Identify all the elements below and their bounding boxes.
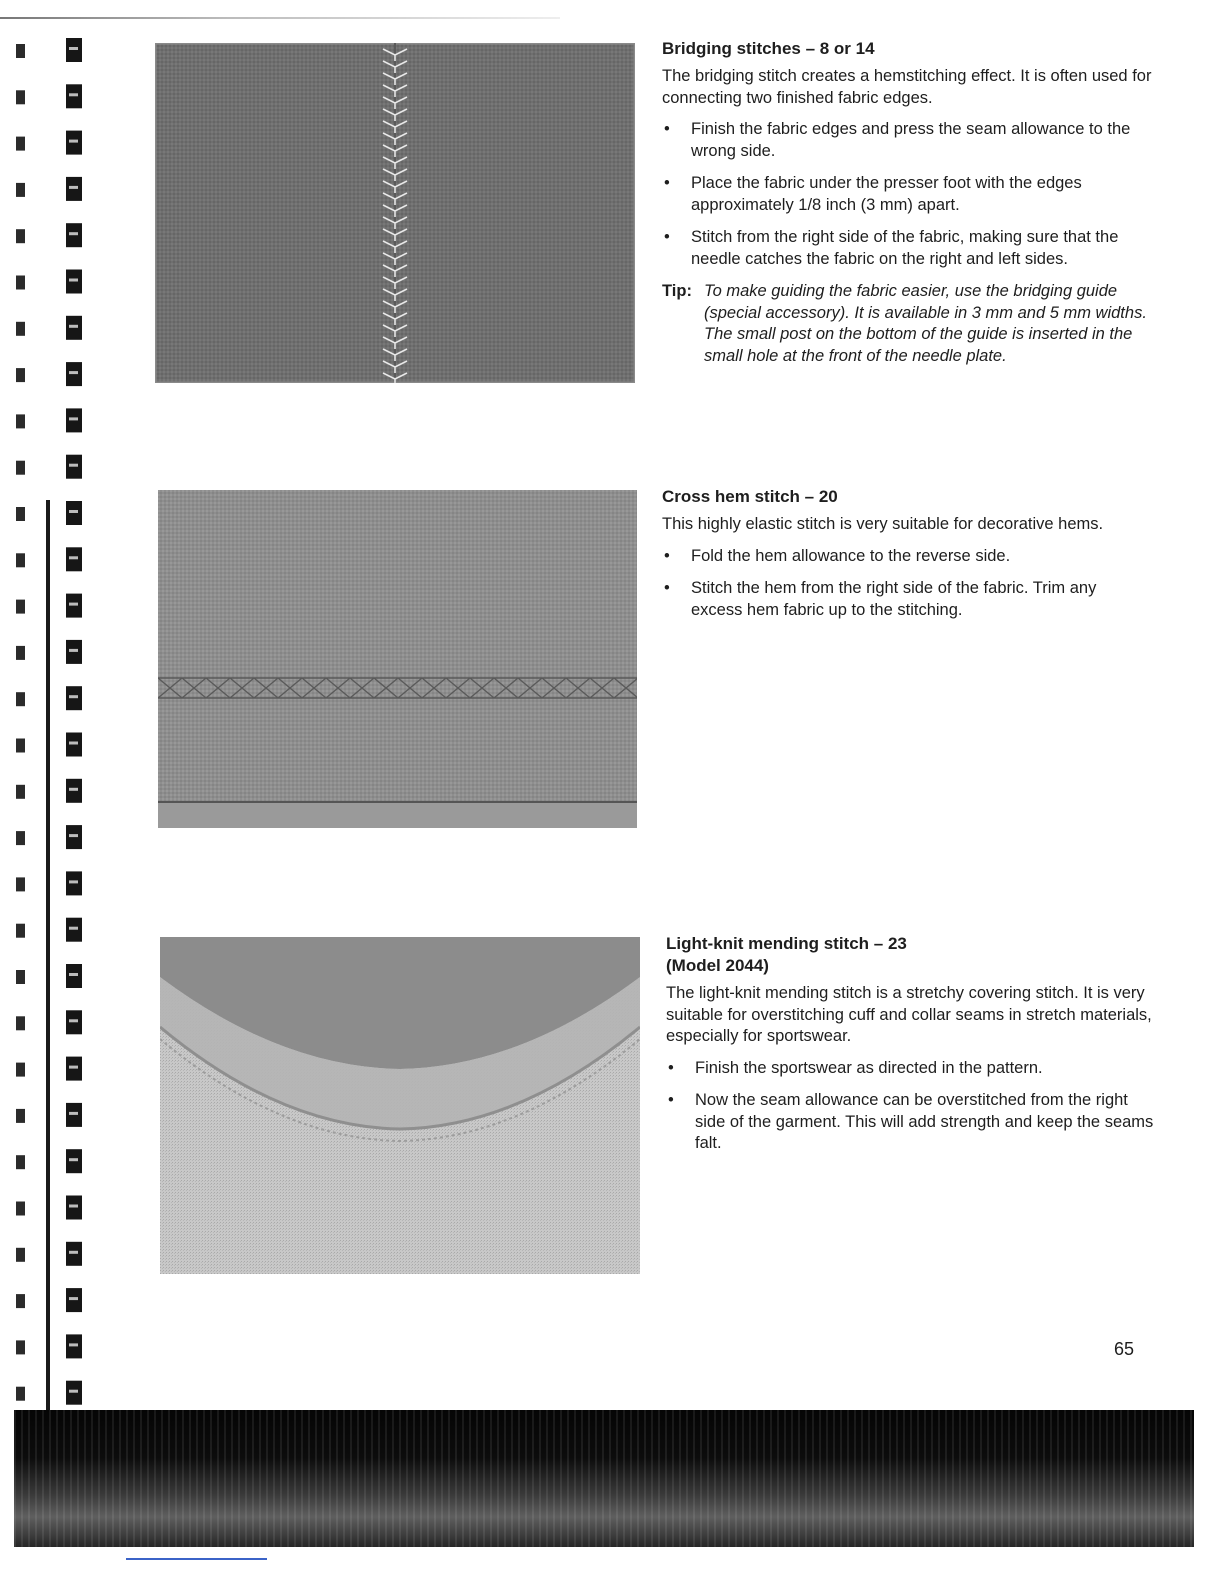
section-intro: The light-knit mending stitch is a stretchy covering stitch. It is very suitable for overstitching cuff and collar seams in stretch materials, especially for sportswear. [666, 984, 1152, 1045]
list-item [662, 119, 1152, 162]
binding-coil [16, 38, 82, 62]
binding-coil [16, 316, 82, 340]
binding-coil [16, 270, 82, 294]
binding-coils [0, 0, 100, 1420]
tip-text: To make guiding the fabric easier, use the bridging guide (special accessory). It is available in 3 mm and 5 mm widths. The small post on the bottom of the guide is inserted in the small hole at the front of the needle plate. [704, 282, 1147, 365]
section-intro: This highly elastic stitch is very suitable for decorative hems. [662, 515, 1104, 533]
instruction-list [662, 119, 1152, 270]
bullet: • [664, 120, 670, 138]
light-knit-stitch-photo [160, 937, 640, 1274]
tip-note [662, 281, 1152, 367]
list-item-text: Finish the sportswear as directed in the pattern. [695, 1058, 1043, 1077]
spiral-binding [0, 0, 100, 1420]
light-knit-mending-section [666, 933, 1156, 1166]
binding-coil [16, 408, 82, 432]
list-item-text: Stitch the hem from the right side of the fabric. Trim any excess hem fabric up to the stitching. [691, 579, 1097, 619]
list-item [662, 546, 1152, 568]
bullet: • [668, 1091, 674, 1109]
list-item [666, 1058, 1156, 1080]
list-item [662, 227, 1152, 270]
section-title: Bridging stitches – 8 or 14 [662, 39, 875, 58]
binding-coil [16, 223, 82, 247]
instruction-list [666, 1058, 1156, 1155]
list-item-text: Now the seam allowance can be overstitched from the right side of the garment. This will add strength and keep the seams falt. [695, 1091, 1154, 1152]
bridging-stitches-section [662, 38, 1152, 367]
bullet: • [664, 174, 670, 192]
bullet: • [664, 579, 670, 597]
binding-coil [16, 362, 82, 386]
binding-coil [16, 455, 82, 479]
bullet: • [668, 1058, 674, 1077]
list-item-text: Fold the hem allowance to the reverse side. [691, 546, 1011, 565]
list-item [662, 173, 1152, 216]
list-item [662, 578, 1152, 621]
instruction-list [662, 546, 1152, 622]
bullet: • [664, 228, 670, 246]
binding-spine [46, 500, 50, 1420]
binding-coil [16, 131, 82, 155]
section-title: Cross hem stitch – 20 [662, 487, 838, 506]
scan-footer-band [14, 1410, 1194, 1547]
page-number: 65 [1114, 1339, 1135, 1359]
bullet: • [664, 546, 670, 565]
section-title-model: (Model 2044) [666, 956, 769, 975]
bridging-stitch-photo [155, 43, 635, 383]
section-title [666, 933, 1156, 977]
list-item-text: Finish the fabric edges and press the seam allowance to the wrong side. [691, 120, 1131, 160]
cross-hem-stitch-section [662, 486, 1152, 632]
section-title-line: Light-knit mending stitch – 23 [666, 934, 907, 953]
binding-coil [16, 177, 82, 201]
list-item-text: Stitch from the right side of the fabric, making sure that the needle catches the fabric on the right and left sides. [691, 228, 1119, 268]
section-intro: The bridging stitch creates a hemstitching effect. It is often used for connecting two finished fabric edges. [662, 67, 1152, 107]
tip-label: Tip: [662, 282, 692, 300]
top-edge-line [0, 17, 560, 19]
binding-coil [16, 84, 82, 108]
list-item [666, 1090, 1156, 1155]
list-item-text: Place the fabric under the presser foot with the edges approximately 1/8 inch (3 mm) apart. [691, 174, 1082, 214]
bottom-rule [126, 1558, 267, 1560]
cross-hem-stitch-photo [158, 490, 637, 828]
